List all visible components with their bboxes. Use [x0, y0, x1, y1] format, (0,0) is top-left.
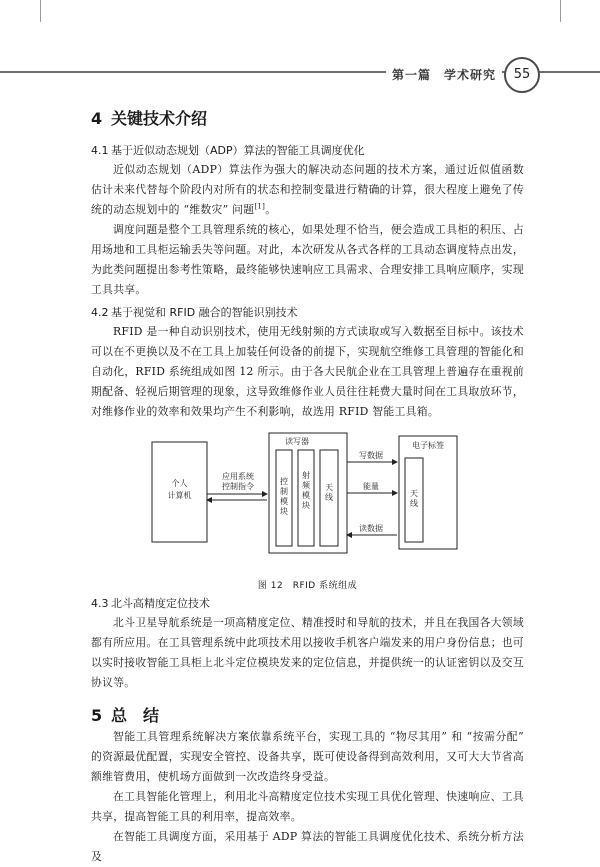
rf-module-char: 频	[302, 481, 310, 490]
crop-mark-right	[560, 0, 561, 22]
control-module-char: 块	[280, 507, 288, 516]
rfid-diagram-svg	[91, 428, 524, 576]
subsection-title: 北斗高精度定位技术	[111, 597, 210, 610]
subsection-number: 4.2	[91, 306, 109, 319]
paragraph: 在工具智能化管理上，利用北斗高精度定位技术实现工具优化管理、快速响应、工具共享，提高智能工具的利用率，提高效率。	[91, 790, 524, 823]
page-number: 55	[504, 57, 540, 93]
antenna-char: 天	[325, 483, 333, 492]
subsection-heading	[91, 595, 524, 613]
control-module-char: 模	[280, 497, 288, 506]
paragraph: 调度问题是整个工具管理系统的核心，如果处理不恰当，便会造成工具柜的积压、占用场地和工具柜运输丢失等问题。对此，本次研发从各式各样的工具动态调度特点出发，为此类问题提出参考性策略，最终能够快速响应工具需求、合理安排工具响应顺序，实现工具共享。	[91, 223, 524, 296]
part-title: 第一篇 学术研究	[386, 66, 502, 83]
citation-ref: [1]	[254, 202, 266, 211]
rf-module-char: 块	[302, 501, 310, 510]
section-number: 4	[91, 109, 103, 128]
pc-label-line1: 个人	[171, 479, 188, 488]
command-label-line1: 应用系统	[222, 472, 254, 481]
crop-mark-left	[40, 0, 41, 22]
rf-module-char: 模	[302, 491, 310, 500]
antenna-char: 天	[410, 489, 418, 498]
antenna-char: 线	[325, 493, 333, 502]
subsection-title: 基于近似动态规划（ADP）算法的智能工具调度优化	[111, 144, 365, 157]
paragraph: 在智能工具调度方面，采用基于 ADP 算法的智能工具调度优化技术、系统分析方法及	[91, 830, 524, 863]
paragraph	[91, 160, 524, 220]
section-title: 总 结	[111, 706, 160, 725]
write-data-label: 写数据	[359, 451, 383, 460]
tag-label: 电子标签	[412, 441, 444, 450]
section-title: 关键技术介绍	[111, 109, 208, 128]
subsection-title: 基于视觉和 RFID 融合的智能识别技术	[111, 306, 298, 319]
paragraph-text: 近似动态规划（ADP）算法作为强大的解决动态问题的技术方案，通过近似值函数估计未来代替每个阶段内对所有的状态和控制变量进行精确的计算，很大程度上避免了传统的动态规划中的 “维数灾” 问题	[91, 163, 524, 216]
rfid-diagram	[91, 428, 524, 576]
paragraph: 北斗卫星导航系统是一项高精度定位、精准授时和导航的技术，并且在我国各大领域都有所应用。在工具管理系统中此项技术用以接收手机客户端发来的用户身份信息；也可以实时接收智能工具柜上北斗定位模块发来的定位信息，并提供统一的认证密钥以及交互协议等。	[91, 616, 524, 689]
paragraph: 智能工具管理系统解决方案依靠系统平台，实现工具的 “物尽其用” 和 “按需分配” 的资源最优配置，实现安全管控、设备共享，既可使设备得到高效利用，又可大大节省高额维管费用，使机场方面做到一次改造终身受益。	[91, 730, 524, 783]
section-number: 5	[91, 706, 103, 725]
paragraph-end: 。	[265, 203, 277, 216]
control-module-char: 控	[280, 477, 288, 486]
control-module-char: 制	[280, 487, 288, 496]
page-body	[91, 100, 524, 867]
rf-module-char: 射	[302, 471, 310, 480]
antenna-char: 线	[410, 499, 418, 508]
read-data-label: 读数据	[359, 524, 383, 533]
subsection-heading	[91, 304, 524, 322]
command-label-line2: 控制指令	[222, 482, 254, 491]
figure-caption: 图 12 RFID 系统组成	[257, 581, 358, 591]
subsection-number: 4.1	[91, 144, 109, 157]
paragraph: RFID 是一种自动识别技术，使用无线射频的方式读取或写入数据至目标中。该技术可以在不更换以及不在工具上加装任何设备的前提下，实现航空维修工具管理的智能化和自动化，RFID 系统组成如图 12 所示。由于各大民航企业在工具管理上普遍存在重视前期配备、轻视后期管理的现象，这导致维修作业人员往往耗费大量时间在工具取放环节，对维修作业的效率和效果均产生不利影响，故选用 RFID 智能工具箱。	[91, 325, 524, 418]
pc-label-line2: 计算机	[167, 491, 192, 500]
subsection-heading	[91, 142, 524, 160]
subsection-number: 4.3	[91, 597, 109, 610]
reader-label: 读写器	[285, 437, 309, 446]
section-heading	[91, 705, 524, 727]
energy-label: 能量	[363, 482, 379, 491]
section-heading	[91, 108, 524, 130]
